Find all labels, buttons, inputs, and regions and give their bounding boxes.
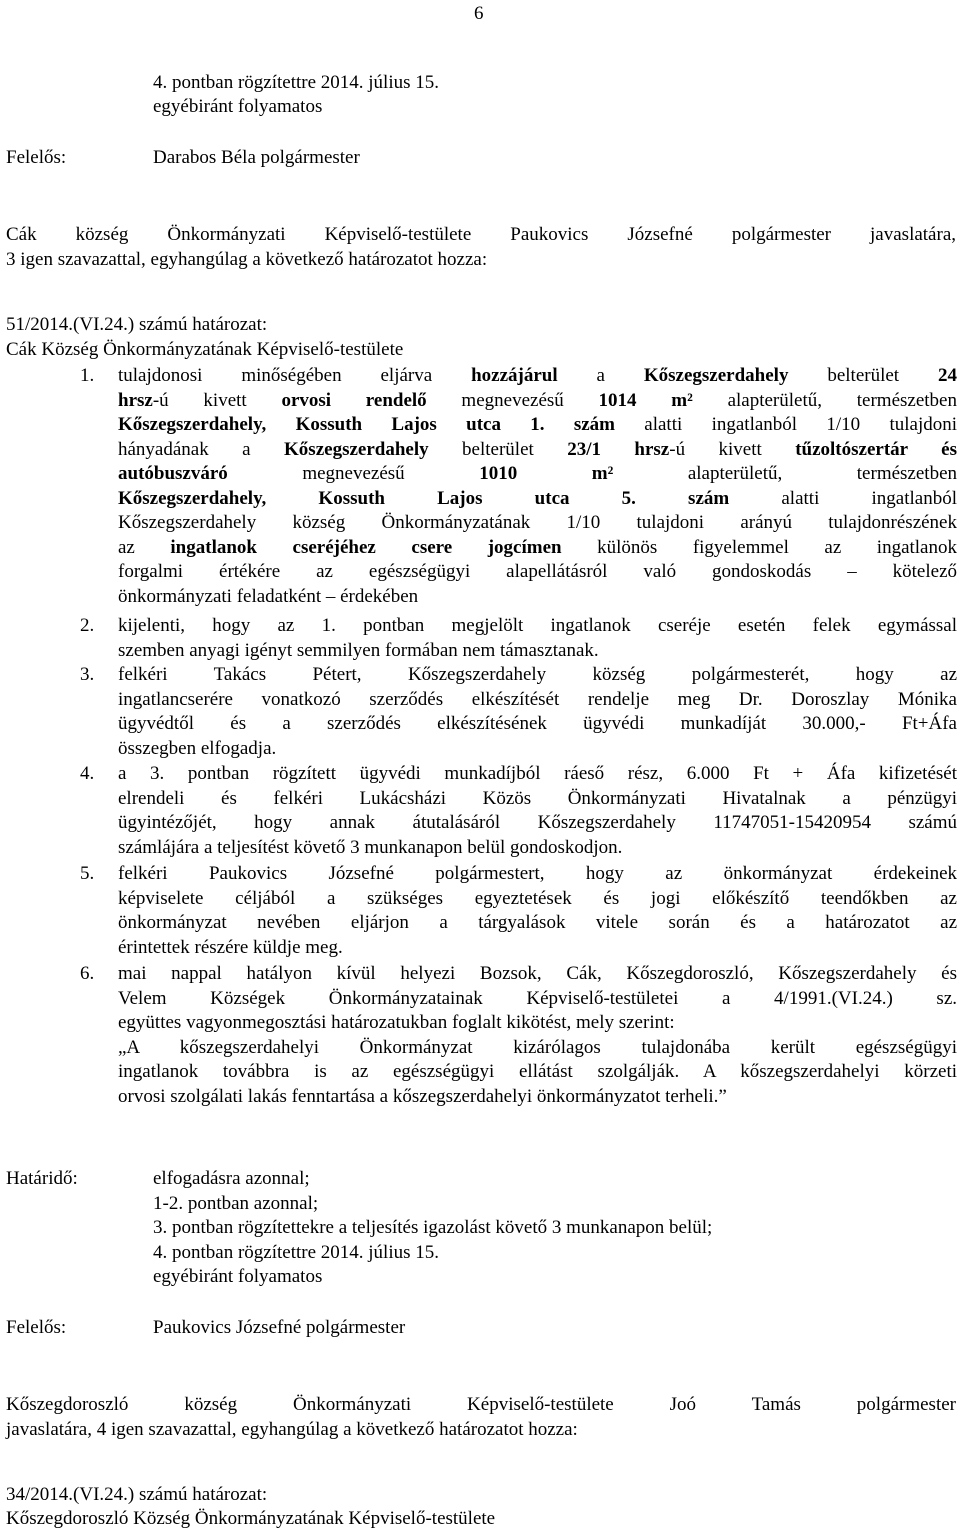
deadline-label: Határidő: xyxy=(6,1168,78,1189)
felelos-value: Paukovics Józsefné polgármester xyxy=(153,1317,406,1338)
felelos-value: Darabos Béla polgármester xyxy=(153,147,360,168)
deadline-line: elfogadásra azonnal; xyxy=(153,1168,310,1189)
felelos-label: Felelős: xyxy=(6,1317,67,1338)
deadline-line: 1-2. pontban azonnal; xyxy=(153,1193,319,1214)
decision-body: Kőszegdoroszló Község Önkormányzatának Képviselő-testülete xyxy=(6,1508,496,1529)
intro-paragraph-line: javaslatára, 4 igen szavazattal, egyhangúlag a következő határozatot hozza: xyxy=(6,1419,578,1440)
top-deadline-line: egyébiránt folyamatos xyxy=(153,96,323,117)
item-1-text: tulajdonosi minőségében eljárva hozzájárul a Kőszegszerdahely belterület 24 hrsz-ú kivett orvosi rendelő megnevezésű 1014 m² alapterületű, természetben Kőszegszerdahely, Kossuth Lajos utca 1. szám alatti ingatlanból 1/10 tulajdoni hányadának a Kőszegszerdahely belterület 23/1 hrsz-ú kivett tűzoltószertár és autóbuszváró megnevezésű 1010 m² alapterületű, természetben Kőszegszerdahely, Kossuth Lajos utca 5. szám alatti ingatlanból Kőszegszerdahely község Önkormányzatának 1/10 tulajdoni arányú tulajdonrészének az ingatlanok cseréjéhez csere jogcímen különös figyelemmel az ingatlanok forgalmi értékére az egészségügyi alapellátásról való gondoskodás – kötelező önkormányzati feladatként – érdekében xyxy=(118,365,958,607)
item-number: 5. xyxy=(80,863,95,884)
intro-paragraph-line: Cák község Önkormányzati Képviselő-testülete Paukovics Józsefné polgármester javaslatára, xyxy=(6,224,956,245)
deadline-line: 3. pontban rögzítettekre a teljesítés igazolást követő 3 munkanapon belül; xyxy=(153,1217,713,1238)
felelos-label: Felelős: xyxy=(6,147,67,168)
intro-paragraph-line: 3 igen szavazattal, egyhangúlag a következő határozatot hozza: xyxy=(6,249,488,270)
item-number: 1. xyxy=(80,365,95,386)
item-number: 2. xyxy=(80,615,95,636)
item-number: 6. xyxy=(80,963,95,984)
deadline-line: 4. pontban rögzítettre 2014. július 15. xyxy=(153,1242,440,1263)
item-number: 4. xyxy=(80,763,95,784)
intro-paragraph-line: Kőszegdoroszló község Önkormányzati Képviselő-testülete Joó Tamás polgármester xyxy=(6,1394,956,1415)
decision-number: 51/2014.(VI.24.) számú határozat: xyxy=(6,314,268,335)
decision-body: Cák Község Önkormányzatának Képviselő-testülete xyxy=(6,339,404,360)
page-number: 6 xyxy=(474,3,484,24)
deadline-line: egyébiránt folyamatos xyxy=(153,1266,323,1287)
item-6-text: mai nappal hatályon kívül helyezi Bozsok, Cák, Kőszegdoroszló, Kőszegszerdahely és Velem Községek Önkormányzatainak Képviselő-testületei a 4/1991.(VI.24.) sz. együttes vagyonmegosztási határozatukban foglalt kikötést, mely szerint: „A kőszegszerdahelyi Önkormányzat kizárólagos tulajdonába került egészségügyi ingatlanok továbbra is az egészségügyi ellátást szolgálják. A kőszegszerdahelyi körzeti orvosi szolgálati lakás fenntartása a kőszegszerdahelyi önkormányzatot terheli.” xyxy=(118,963,957,1107)
item-5-text: felkéri Paukovics Józsefné polgármestert, hogy az önkormányzat érdekeinek képviselete céljából a szükséges egyeztetések és jogi előkészítő teendőkben az önkormányzat nevében eljárjon a tárgyalások vitele során és a határozatot az érintettek részére küldje meg. xyxy=(118,863,957,958)
decision-number: 34/2014.(VI.24.) számú határozat: xyxy=(6,1484,268,1505)
item-3-text: felkéri Takács Pétert, Kőszegszerdahely község polgármesterét, hogy az ingatlancserére vonatkozó szerződés elkészítését rendelje meg Dr. Doroszlay Mónika ügyvédtől és a szerződés elkészítésének ügyvédi munkadíját 30.000,- Ft+Áfa összegben elfogadja. xyxy=(118,664,957,759)
top-deadline-line: 4. pontban rögzítettre 2014. július 15. xyxy=(153,72,440,93)
item-4-text: a 3. pontban rögzített ügyvédi munkadíjból ráeső rész, 6.000 Ft + Áfa kifizetését elrendeli és felkéri Lukácsházi Közös Önkormányzati Hivatalnak a pénzügyi ügyintézőjét, hogy annak átutalásáról Kőszegszerdahely 11747051-15420954 számú számlájára a teljesítést követő 3 munkanapon belül gondoskodjon. xyxy=(118,763,957,858)
item-2-text: kijelenti, hogy az 1. pontban megjelölt ingatlanok cseréje esetén felek egymással szemben anyagi igényt semmilyen formában nem támasztanak. xyxy=(118,615,957,661)
item-number: 3. xyxy=(80,664,95,685)
